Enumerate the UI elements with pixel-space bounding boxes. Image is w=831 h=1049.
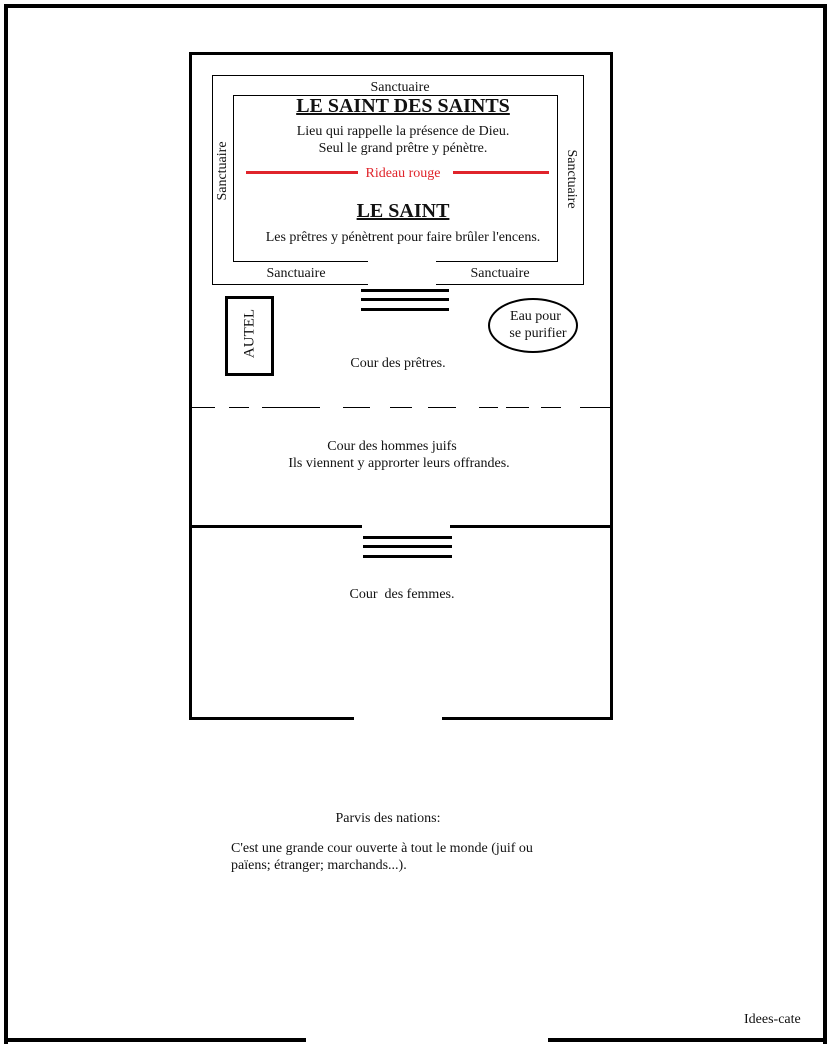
basin-label-1: Eau pour xyxy=(510,309,561,324)
gentiles-court-desc-2: païens; étranger; marchands...). xyxy=(231,858,407,873)
red-curtain-left xyxy=(246,171,358,174)
sanctuary-label-bottom-right: Sanctuaire xyxy=(470,266,530,281)
holy-of-holies-desc-1: Lieu qui rappelle la présence de Dieu. xyxy=(296,124,510,139)
red-curtain-right xyxy=(453,171,549,174)
gentiles-court-title: Parvis des nations: xyxy=(335,811,441,826)
credit-label: Idees-cate xyxy=(744,1012,801,1027)
holy-place-door-gap xyxy=(368,258,436,282)
holy-of-holies-desc-2: Seul le grand prêtre y pénètre. xyxy=(318,141,488,156)
mens-court-label: Cour des hommes juifs xyxy=(327,439,457,454)
basin-label-2: se purifier xyxy=(509,326,567,341)
gentiles-court-desc-1: C'est une grande cour ouverte à tout le monde (juif ou xyxy=(231,841,533,856)
mens-court-desc: Ils viennent y approrter leurs offrandes. xyxy=(288,456,510,471)
holy-place-bottom-right xyxy=(436,261,558,262)
holy-place-bottom-left xyxy=(233,261,368,262)
holy-place-desc: Les prêtres y pénètrent pour faire brûler l'encens. xyxy=(265,230,541,245)
holy-place-title: LE SAINT xyxy=(356,200,450,222)
priests-court-label: Cour des prêtres. xyxy=(350,356,446,371)
sanctuary-label-bottom-left: Sanctuaire xyxy=(266,266,326,281)
altar-label: AUTEL xyxy=(241,308,258,359)
womens-court-label: Cour des femmes. xyxy=(349,587,455,602)
sanctuary-label-right: Sanctuaire xyxy=(564,149,579,209)
sanctuary-label-left: Sanctuaire xyxy=(215,141,230,201)
holy-of-holies-title: LE SAINT DES SAINTS xyxy=(296,95,510,117)
red-curtain-label: Rideau rouge xyxy=(365,166,441,181)
sanctuary-door-gap xyxy=(368,282,436,286)
sanctuary-label-top: Sanctuaire xyxy=(370,80,430,95)
